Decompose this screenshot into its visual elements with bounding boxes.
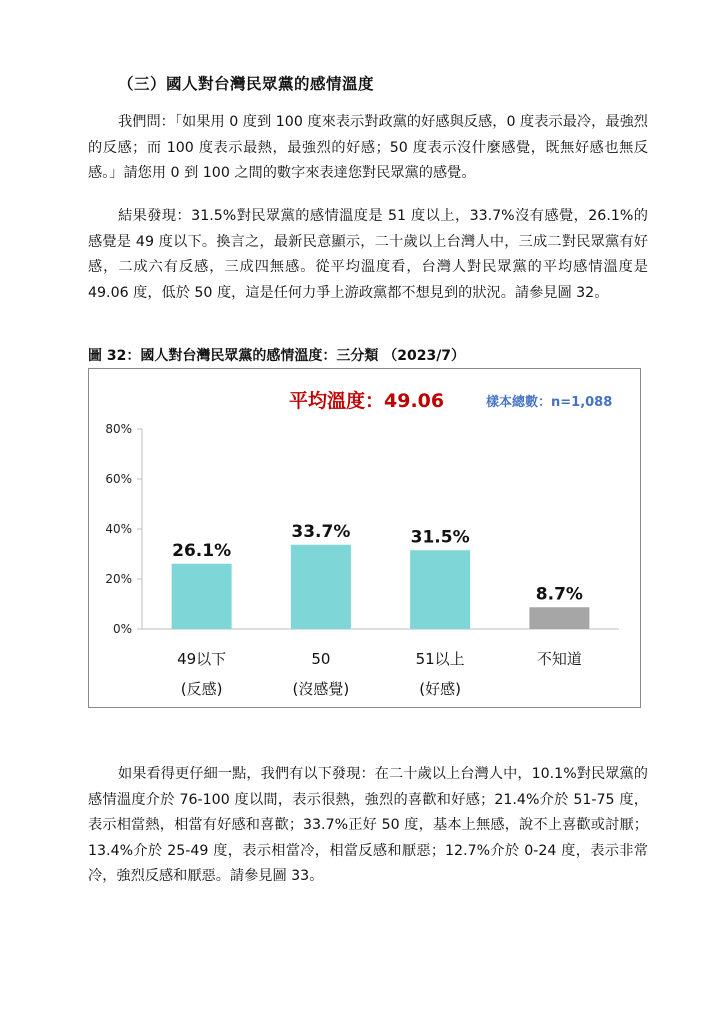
bar-value-label: 33.7% <box>291 521 351 542</box>
y-tick-label: 60% <box>105 472 132 486</box>
y-tick-label: 80% <box>105 422 132 436</box>
bar <box>529 607 589 629</box>
bar-chart <box>88 368 641 708</box>
bar-value-label: 8.7% <box>535 584 583 605</box>
x-tick-label: 51以上 <box>415 650 465 668</box>
x-tick-label: 49以下 <box>177 650 227 668</box>
paragraph-detail: 如果看得更仔細一點，我們有以下發現：在二十歲以上台灣人中，10.1%對民眾黨的感情溫度介於 76-100 度以間，表示很熱，強烈的喜歡和好感；21.4%介於 51-75 度，表示相當熱，相當有好感和喜歡；33.7%正好 50 度，基本上無感，說不上喜歡或討厭；13.4%介於 25-49 度，表示相當冷，相當反感和厭惡；12.7%介於 0-24 度，表示非常冷，強烈反感和厭惡。請參見圖 33。 <box>88 766 648 884</box>
bar-value-label: 31.5% <box>410 527 470 548</box>
paragraph-question: 我們問：「如果用 0 度到 100 度來表示對政黨的好感與反感，0 度表示最冷，最強烈的反感；而 100 度表示最熱，最強烈的好感；50 度表示沒什麼感覺，既無好感也無反感。」請您用 0 到 100 之間的數字來表達您對民眾黨的感覺。 <box>88 114 648 181</box>
paragraph-results: 結果發現：31.5%對民眾黨的感情溫度是 51 度以上，33.7%沒有感覺，26.1%的感覺是 49 度以下。換言之，最新民意顯示，二十歲以上台灣人中，三成二對民眾黨有好感，二成六有反感，三成四無感。從平均溫度看，台灣人對民眾黨的平均感情溫度是 49.06 度，低於 50 度，這是任何力爭上游政黨都不想見到的狀況。請參見圖 32。 <box>88 208 648 301</box>
bars <box>172 522 590 629</box>
y-tick-label: 0% <box>112 622 132 636</box>
chart-canvas <box>89 369 642 709</box>
bar <box>410 550 470 629</box>
bar <box>291 545 351 629</box>
x-tick-sublabel: (反感) <box>180 680 223 698</box>
y-tick-label: 20% <box>105 572 132 586</box>
x-axis-labels <box>177 650 582 698</box>
sample-size-note: 樣本總數：n=1,088 <box>486 395 613 410</box>
y-tick-label: 40% <box>105 522 132 536</box>
x-tick-sublabel: (好感) <box>419 680 461 698</box>
x-tick-label: 50 <box>311 650 331 668</box>
bar <box>172 564 232 629</box>
x-tick-label: 不知道 <box>536 650 582 668</box>
bar-value-label: 26.1% <box>172 540 232 561</box>
x-tick-sublabel: (沒感覺) <box>292 680 350 698</box>
section-heading: （三）國人對台灣民眾黨的感情溫度 <box>118 75 375 93</box>
chart-title: 平均溫度：49.06 <box>289 390 445 412</box>
figure-title: 圖 32：國人對台灣民眾黨的感情溫度：三分類 （2023/7） <box>88 348 466 364</box>
